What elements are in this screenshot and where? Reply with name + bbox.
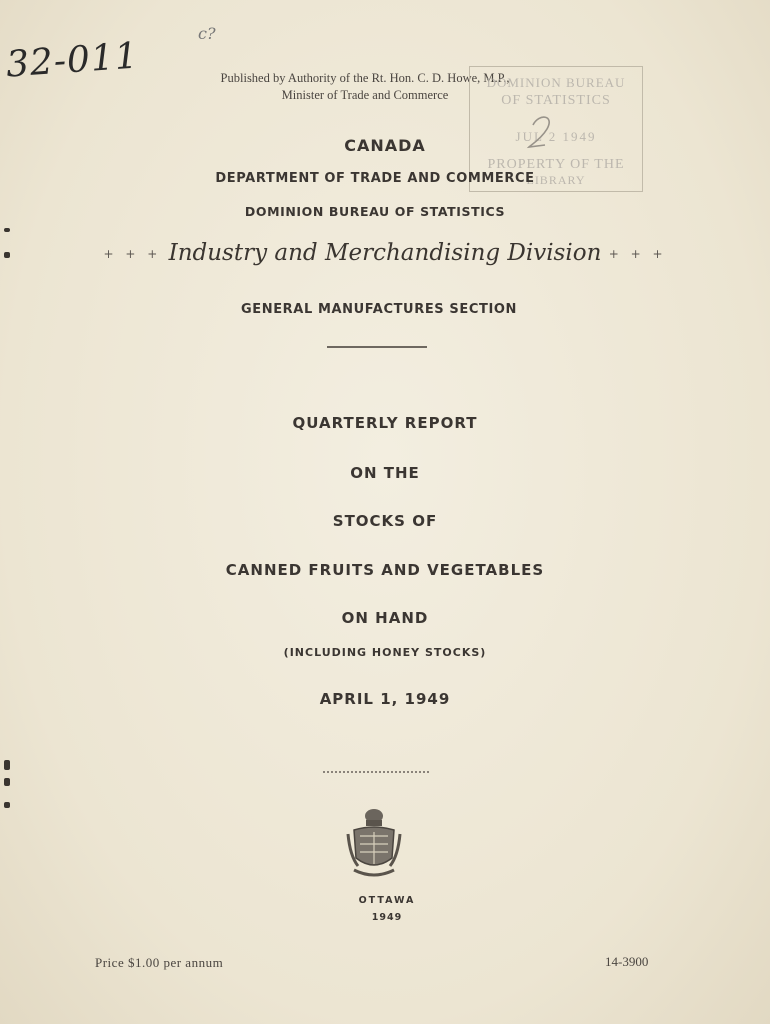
authority-line-1: Published by Authority of the Rt. Hon. C. D. Howe, M.P.,: [220, 71, 510, 85]
ornament-right: + + +: [608, 247, 667, 261]
report-date: APRIL 1, 1949: [319, 690, 451, 708]
authority-line-2: Minister of Trade and Commerce: [281, 88, 449, 102]
stamp-line-5: LIBRARY: [526, 173, 586, 187]
title-line-4: CANNED FRUITS AND VEGETABLES: [225, 561, 545, 579]
division-heading: [0, 240, 770, 266]
title-line-3: STOCKS OF: [332, 512, 438, 530]
country-heading: CANADA: [344, 136, 426, 155]
dotted-divider: [323, 771, 429, 773]
title-line-1: QUARTERLY REPORT: [292, 414, 478, 432]
imprint-year: 1949: [371, 912, 403, 923]
division-title: Industry and Merchandising Division: [168, 240, 602, 266]
department-heading: DEPARTMENT OF TRADE AND COMMERCE: [215, 171, 535, 186]
handwritten-catalogue-number: 32-011: [4, 35, 140, 86]
price-note: Price $1.00 per annum: [95, 955, 224, 970]
binder-mark: [4, 252, 10, 258]
binder-mark: [4, 802, 10, 808]
bureau-heading: DOMINION BUREAU OF STATISTICS: [244, 204, 506, 219]
imprint-city: OTTAWA: [358, 895, 416, 906]
binder-mark: [4, 778, 10, 786]
coat-of-arms-icon: [346, 806, 402, 884]
section-heading: GENERAL MANUFACTURES SECTION: [240, 302, 518, 317]
title-line-5: ON HAND: [341, 609, 429, 627]
document-code: 14-3900: [605, 954, 649, 969]
binder-mark: [4, 228, 10, 232]
stamp-line-4: PROPERTY OF THE: [487, 157, 625, 172]
title-line-2: ON THE: [350, 464, 420, 482]
stamp-line-2: OF STATISTICS: [501, 93, 611, 108]
title-subtitle: (INCLUDING HONEY STOCKS): [283, 646, 487, 659]
divider-rule: [327, 346, 427, 348]
stamp-date: JUL 2 1949: [515, 129, 597, 144]
binder-mark: [4, 760, 10, 770]
ornament-left: + + +: [103, 247, 162, 261]
pencil-mark: c?: [198, 24, 216, 43]
stamp-line-1: DOMINION BUREAU: [486, 75, 626, 90]
